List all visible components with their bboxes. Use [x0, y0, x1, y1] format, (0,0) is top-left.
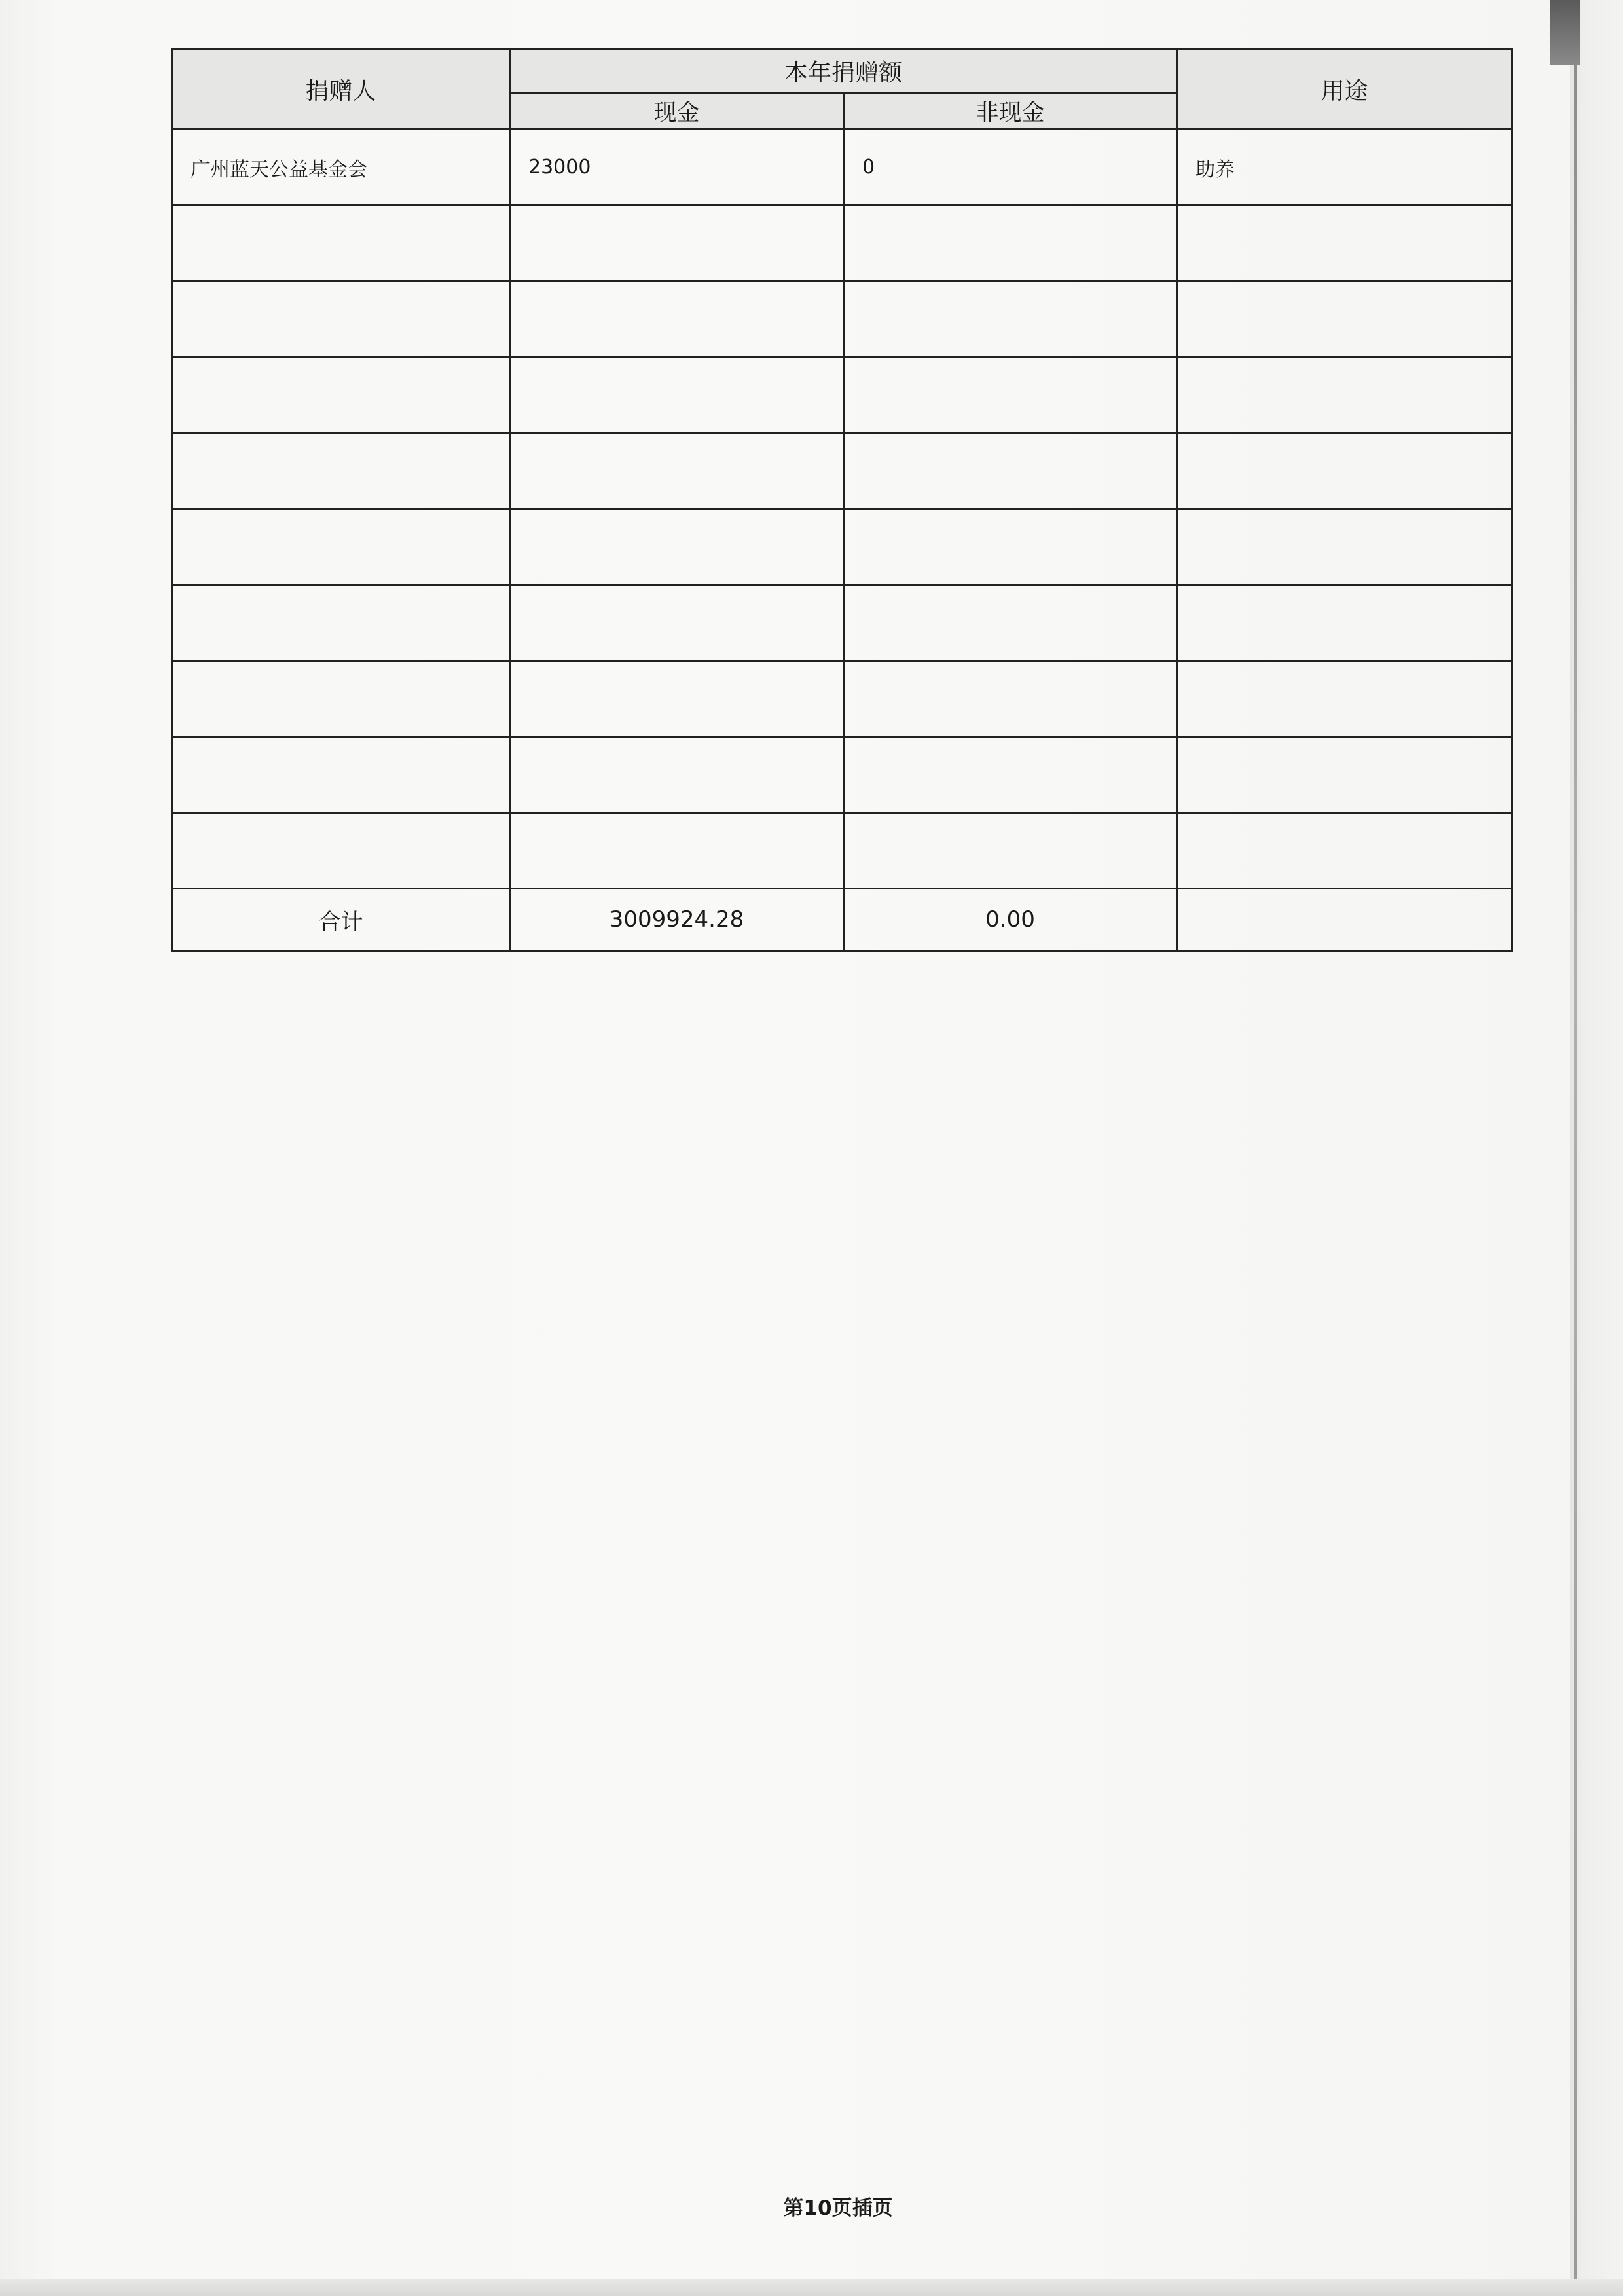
- donation-table-container: [171, 48, 1511, 952]
- header-cash: 现金: [510, 93, 844, 130]
- table-row: [172, 357, 1512, 433]
- donor-cell: [172, 813, 510, 889]
- page-footer-note: 第10页插页: [783, 2197, 893, 2220]
- cash-cell: [510, 585, 844, 661]
- total-non-cash: 0.00: [844, 889, 1177, 951]
- cash-cell: [510, 509, 844, 585]
- page-edge-line: [1574, 39, 1577, 2296]
- non-cash-cell: [844, 206, 1177, 281]
- non-cash-cell: [844, 357, 1177, 433]
- table-row: [172, 509, 1512, 585]
- non-cash-cell: [844, 433, 1177, 509]
- non-cash-cell: [844, 585, 1177, 661]
- scan-corner-patch: [1550, 0, 1580, 65]
- purpose-cell: [1177, 433, 1512, 509]
- non-cash-cell: [844, 281, 1177, 357]
- purpose-cell: [1177, 813, 1512, 889]
- table-row: [172, 281, 1512, 357]
- total-row: [172, 889, 1512, 951]
- cash-cell: [510, 433, 844, 509]
- purpose-cell: [1177, 585, 1512, 661]
- donor-cell: [172, 433, 510, 509]
- non-cash-cell: 0: [844, 130, 1177, 206]
- purpose-cell: [1177, 206, 1512, 281]
- cash-cell: [510, 357, 844, 433]
- cash-cell: 23000: [510, 130, 844, 206]
- table-row: [172, 130, 1512, 206]
- purpose-cell: [1177, 357, 1512, 433]
- total-cash: 3009924.28: [510, 889, 844, 951]
- header-donor: 捐赠人: [172, 50, 510, 130]
- cash-cell: [510, 813, 844, 889]
- page-edge-shadow: [1570, 0, 1623, 2296]
- total-purpose: [1177, 889, 1512, 951]
- cash-cell: [510, 281, 844, 357]
- purpose-cell: [1177, 661, 1512, 737]
- donor-cell: [172, 661, 510, 737]
- cash-cell: [510, 737, 844, 813]
- purpose-cell: [1177, 509, 1512, 585]
- table-row: [172, 737, 1512, 813]
- table-row: [172, 661, 1512, 737]
- donor-cell: [172, 357, 510, 433]
- table-row: [172, 206, 1512, 281]
- header-non-cash: 非现金: [844, 93, 1177, 130]
- donor-cell: 广州蓝天公益基金会: [172, 130, 510, 206]
- cash-cell: [510, 661, 844, 737]
- non-cash-cell: [844, 813, 1177, 889]
- page-bottom-edge: [0, 2279, 1623, 2296]
- donor-cell: [172, 206, 510, 281]
- donor-cell: [172, 509, 510, 585]
- total-label: 合计: [172, 889, 510, 951]
- table-row: [172, 433, 1512, 509]
- table-row: [172, 813, 1512, 889]
- non-cash-cell: [844, 509, 1177, 585]
- cash-cell: [510, 206, 844, 281]
- header-purpose: 用途: [1177, 50, 1512, 130]
- table-row: [172, 585, 1512, 661]
- purpose-cell: 助养: [1177, 130, 1512, 206]
- donor-cell: [172, 281, 510, 357]
- table-header-row: [172, 50, 1512, 93]
- purpose-cell: [1177, 281, 1512, 357]
- donor-cell: [172, 737, 510, 813]
- donation-table: [171, 48, 1513, 952]
- non-cash-cell: [844, 737, 1177, 813]
- non-cash-cell: [844, 661, 1177, 737]
- header-amount-group: 本年捐赠额: [510, 50, 1177, 93]
- donor-cell: [172, 585, 510, 661]
- purpose-cell: [1177, 737, 1512, 813]
